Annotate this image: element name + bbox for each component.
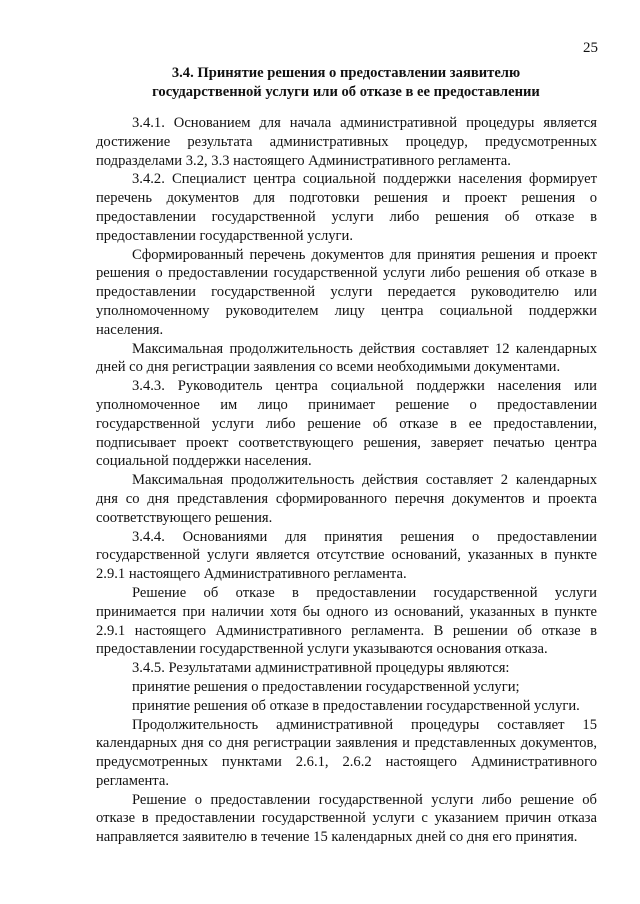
section-body <box>96 114 597 847</box>
paragraph-3-4-2: 3.4.2. Специалист центра социальной поддержки населения формирует перечень документов для подготовки решения и проект решения о предоставлении государственной услуги либо решения об отказе в предоставлении государственной услуги. <box>96 171 597 244</box>
paragraph-3-4-5: 3.4.5. Результатами административной процедуры являются: <box>132 660 510 677</box>
section-heading-line-1: 3.4. Принятие решения о предоставлении заявителю <box>171 65 521 81</box>
paragraph-3-4-4: 3.4.4. Основаниями для принятия решения о предоставлении государственной услуги является отсутствие оснований, указанных в пункте 2.9.1 настоящего Административного регламента. <box>96 528 597 583</box>
paragraph-duration-2-days: Максимальная продолжительность действия составляет 2 календарных дня со дня представления сформированного перечня документов и проекта соответствующего решения. <box>96 472 597 526</box>
paragraph-decision-sent: Решение о предоставлении государственной услуги либо решение об отказе в предоставлении государственной услуги с указанием причин отказа направляется заявителю в течение 15 календарных дней со дня его принятия. <box>96 791 597 846</box>
section-heading <box>96 64 596 102</box>
paragraph-refusal-decision: Решение об отказе в предоставлении государственной услуги принимается при наличии хотя бы одного из оснований, указанных в пункте 2.9.1 настоящего Административного регламента. В решении об отказе в предоставлении государственной услуги указываются основания отказа. <box>96 584 597 658</box>
result-item-grant: принятие решения о предоставлении государственной услуги; <box>132 678 520 695</box>
paragraph-3-4-3: 3.4.3. Руководитель центра социальной поддержки населения или уполномоченное им лицо принимает решение о предоставлении государственной услуги либо решение об отказе в ее предоставлении, подписывает проект соответствующего решения, заверяет печатью центра социальной поддержки населения. <box>96 378 597 470</box>
paragraph-duration-12-days: Максимальная продолжительность действия составляет 12 календарных дней со дня регистрации заявления со всеми необходимыми документами. <box>96 340 597 376</box>
paragraph-duration-15-days: Продолжительность административной процедуры составляет 15 календарных дня со дня регистрации заявления и представленных документов, предусмотренных пунктами 2.6.1, 2.6.2 настоящего Административного регламента. <box>96 716 597 789</box>
page-number: 25 <box>583 40 598 56</box>
result-item-refusal: принятие решения об отказе в предоставлении государственной услуги. <box>132 697 580 714</box>
section-heading-line-2: государственной услуги или об отказе в ее предоставлении <box>152 84 540 100</box>
paragraph-3-4-1: 3.4.1. Основанием для начала административной процедуры является достижение результата административных процедур, предусмотренных подразделами 3.2, 3.3 настоящего Административного регламента. <box>96 115 597 169</box>
paragraph-list-transfer: Сформированный перечень документов для принятия решения и проект решения о предоставлении государственной услуги либо решения об отказе в предоставлении государственной услуги передается руководителю или уполномоченному руководителем лицу центра социальной поддержки населения. <box>96 246 597 338</box>
